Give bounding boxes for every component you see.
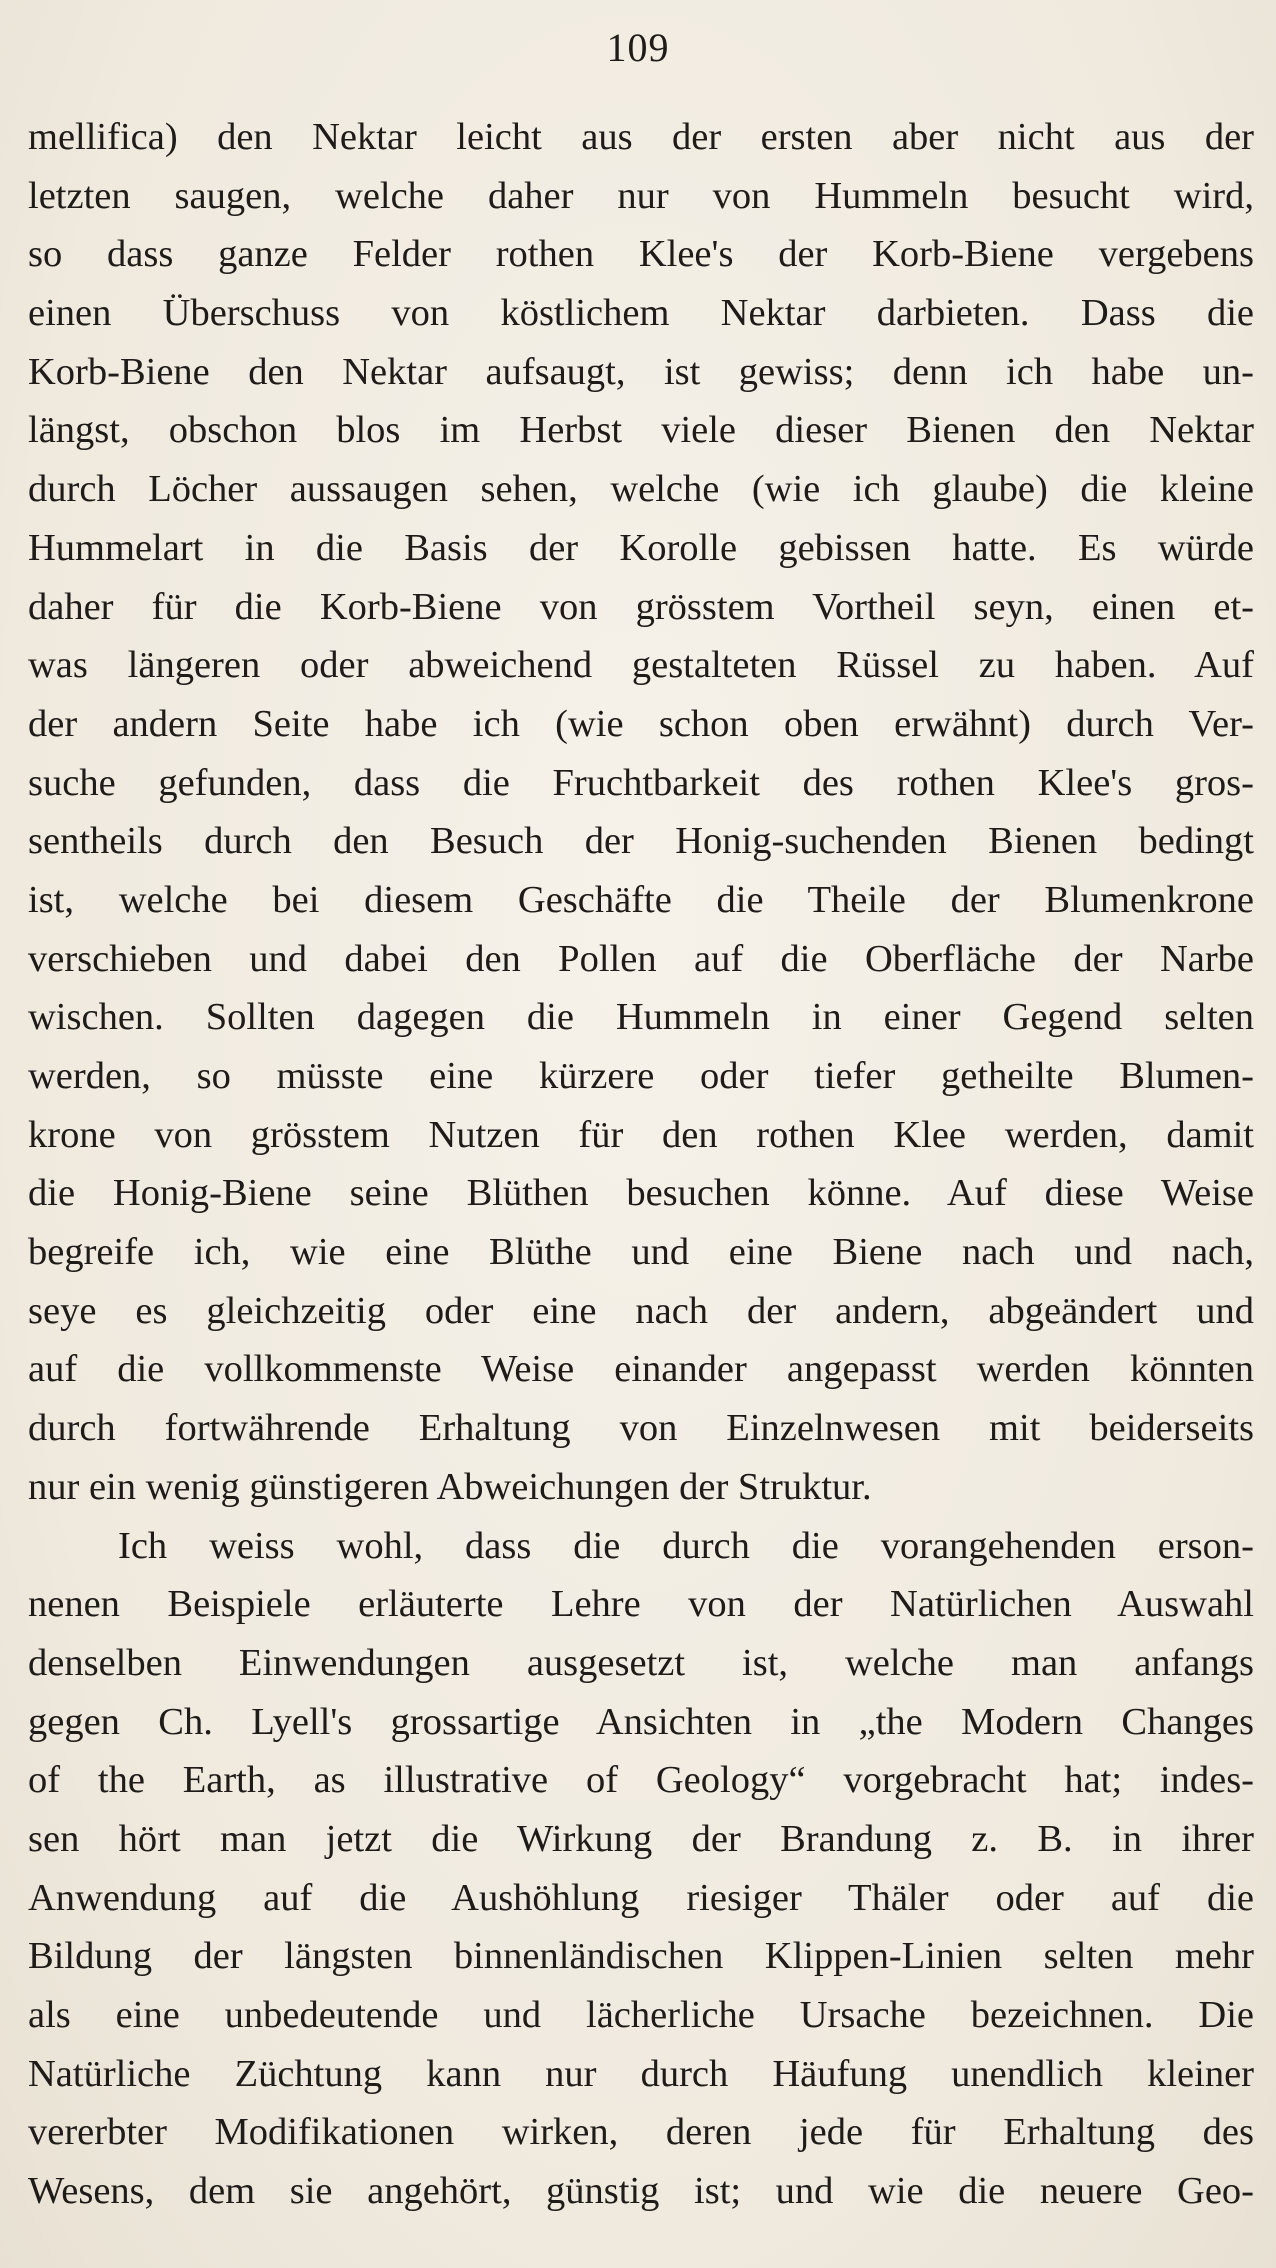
text-line: verschieben und dabei den Pollen auf die Oberfläche der Narbe (28, 937, 1254, 980)
text-line: begreife ich, wie eine Blüthe und eine Biene nach und nach, (28, 1231, 1254, 1274)
text-line: wischen. Sollten dagegen die Hummeln in einer Gegend selten (28, 996, 1254, 1039)
text-line: Natürliche Züchtung kann nur durch Häufung unendlich kleiner (28, 2052, 1254, 2095)
text-line: letzten saugen, welche daher nur von Hummeln besucht wird, (28, 174, 1254, 217)
text-line: nenen Beispiele erläuterte Lehre von der Natürlichen Auswahl (28, 1583, 1254, 1626)
text-line: auf die vollkommenste Weise einander angepasst werden könnten (28, 1348, 1254, 1391)
text-line: durch fortwährende Erhaltung von Einzelnwesen mit beiderseits (28, 1407, 1254, 1450)
text-line: of the Earth, as illustrative of Geology“ vorgebracht hat; indes- (28, 1759, 1254, 1802)
text-line: als eine unbedeutende und lächerliche Ursache bezeichnen. Die (28, 1994, 1254, 2036)
text-line-paragraph-start: Ich weiss wohl, dass die durch die vorangehenden erson- (118, 1524, 1254, 1567)
text-line: vererbter Modifikationen wirken, deren jede für Erhaltung des (28, 2111, 1254, 2154)
text-line: die Honig-Biene seine Blüthen besuchen könne. Auf diese Weise (28, 1172, 1254, 1215)
text-line-paragraph-end: nur ein wenig günstigeren Abweichungen der Struktur. (28, 1465, 872, 1508)
text-line: seye es gleichzeitig oder eine nach der andern, abgeändert und (28, 1289, 1254, 1332)
text-line: ist, welche bei diesem Geschäfte die Theile der Blumenkrone (28, 878, 1254, 921)
text-line: denselben Einwendungen ausgesetzt ist, welche man anfangs (28, 1641, 1254, 1684)
text-line: der andern Seite habe ich (wie schon oben erwähnt) durch Ver- (28, 702, 1254, 745)
text-line: Hummelart in die Basis der Korolle gebissen hatte. Es würde (28, 526, 1254, 569)
body-text (28, 108, 1254, 2221)
text-line: gegen Ch. Lyell's grossartige Ansichten in „the Modern Changes (28, 1700, 1254, 1743)
text-line: mellifica) den Nektar leicht aus der ersten aber nicht aus der (28, 116, 1254, 158)
text-line: sentheils durch den Besuch der Honig-suchenden Bienen bedingt (28, 820, 1254, 863)
text-line: suche gefunden, dass die Fruchtbarkeit des rothen Klee's gros- (28, 761, 1254, 804)
text-line: Wesens, dem sie angehört, günstig ist; und wie die neuere Geo- (28, 2170, 1254, 2213)
text-line: so dass ganze Felder rothen Klee's der Korb-Biene vergebens (28, 233, 1254, 276)
text-line: Korb-Biene den Nektar aufsaugt, ist gewiss; denn ich habe un- (28, 350, 1254, 393)
text-line: längst, obschon blos im Herbst viele dieser Bienen den Nektar (28, 409, 1254, 452)
text-line: krone von grösstem Nutzen für den rothen Klee werden, damit (28, 1113, 1254, 1156)
text-line: Bildung der längsten binnenländischen Klippen-Linien selten mehr (28, 1935, 1254, 1978)
text-line: werden, so müsste eine kürzere oder tiefer getheilte Blumen- (28, 1055, 1254, 1097)
page-number: 109 (606, 25, 670, 70)
text-line: durch Löcher aussaugen sehen, welche (wie ich glaube) die kleine (28, 468, 1254, 511)
text-line: einen Überschuss von köstlichem Nektar darbieten. Dass die (28, 292, 1254, 335)
text-line: daher für die Korb-Biene von grösstem Vortheil seyn, einen et- (28, 585, 1254, 628)
text-line: sen hört man jetzt die Wirkung der Brandung z. B. in ihrer (28, 1817, 1254, 1860)
text-line: Anwendung auf die Aushöhlung riesiger Thäler oder auf die (28, 1876, 1254, 1919)
text-line: was längeren oder abweichend gestalteten Rüssel zu haben. Auf (28, 644, 1254, 687)
